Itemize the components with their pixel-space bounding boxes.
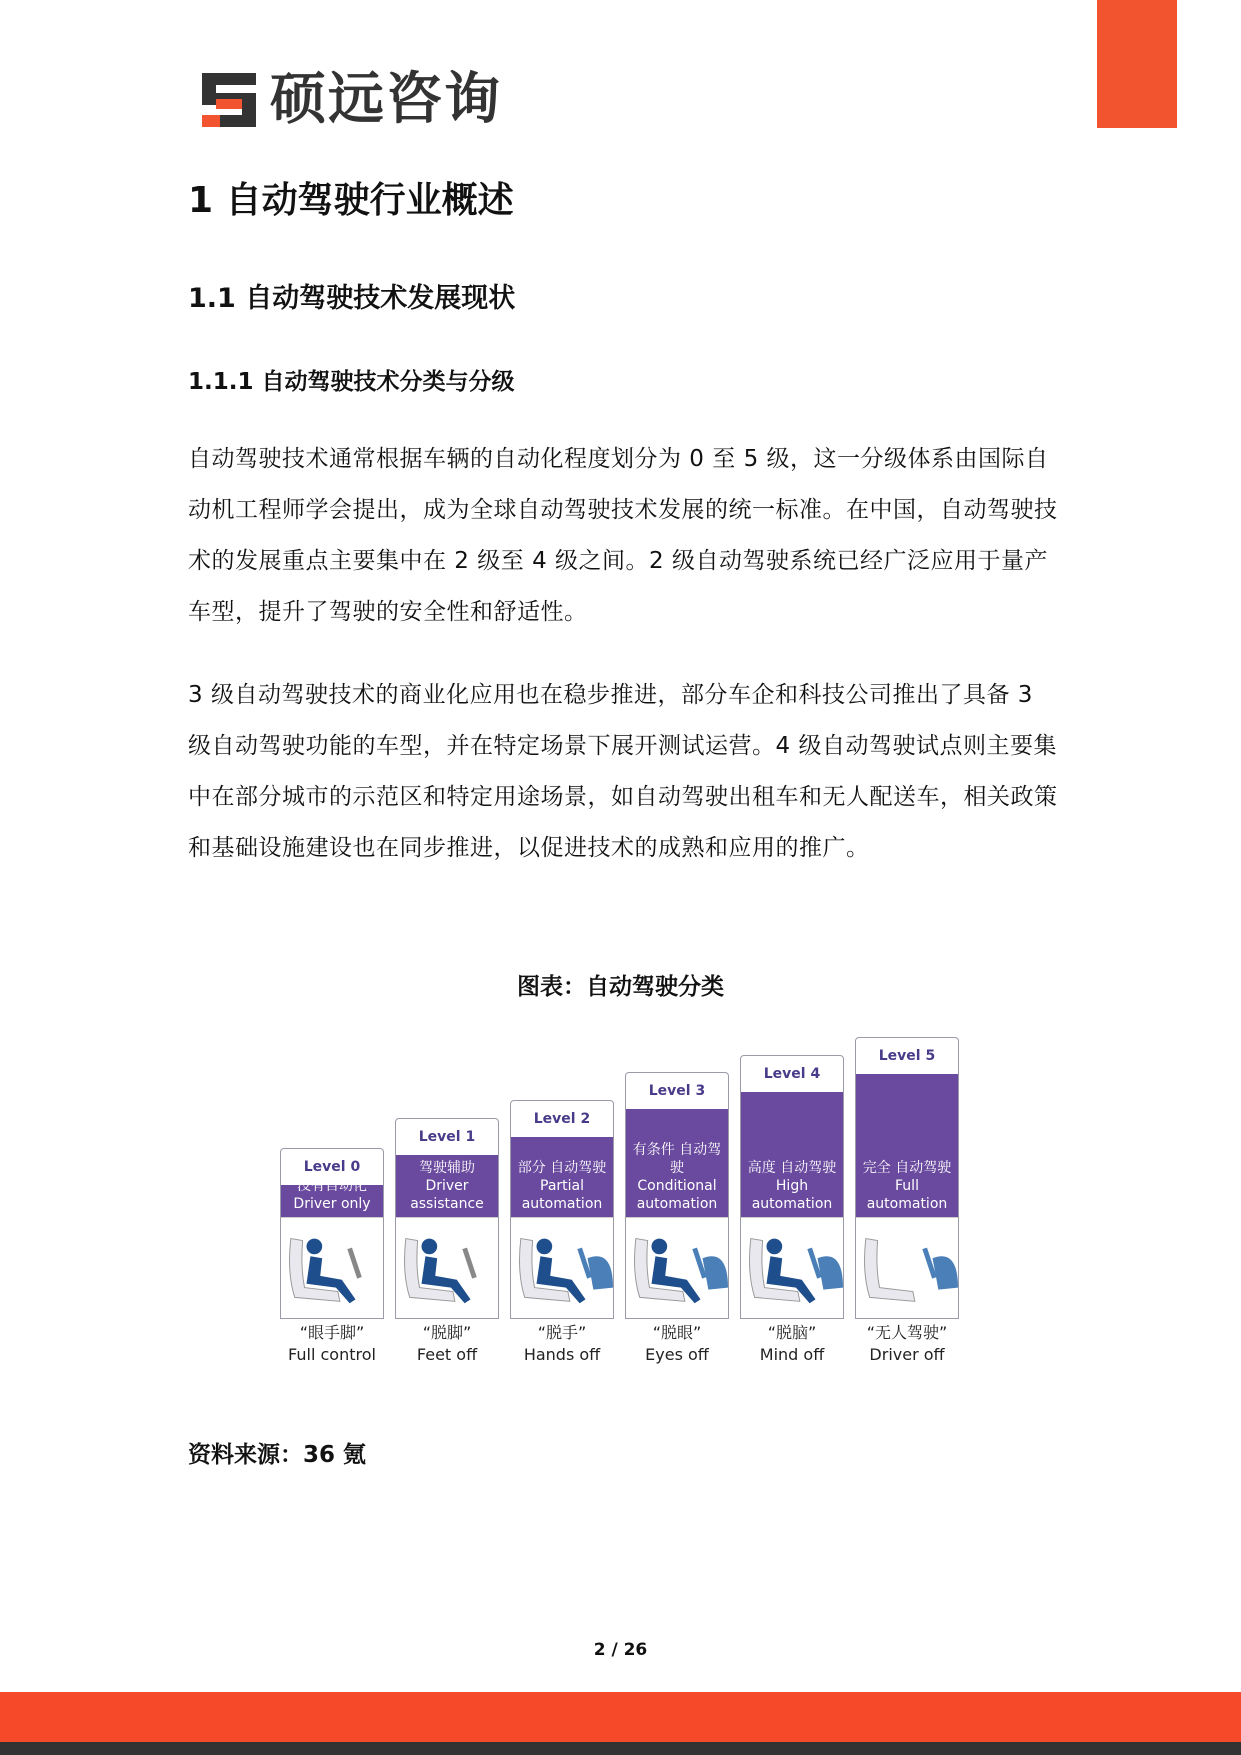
level-description	[396, 1155, 498, 1217]
level-label: Level 2	[533, 1111, 591, 1127]
level-label: Level 4	[763, 1066, 821, 1082]
section-heading: 1 自动驾驶行业概述	[188, 180, 514, 221]
driver-illustration	[396, 1217, 498, 1318]
level-card-1	[395, 1118, 499, 1319]
level-label: Level 5	[878, 1048, 936, 1064]
driver-seat-icon	[741, 1218, 843, 1318]
level-cn-text: 部分 自动驾驶	[517, 1160, 607, 1176]
body-paragraph-2: 3 级自动驾驶技术的商业化应用也在稳步推进，部分车企和科技公司推出了具备 3 级自动驾驶功能的车型，并在特定场景下展开测试运营。4 级自动驾驶试点则主要集中在部分城市的示范区和特定用途场景，如自动驾驶出租车和无人配送车，相关政策和基础设施建设也在同步推进，以促进技术的成熟和应用的推广。	[188, 682, 1058, 861]
level-card-3	[625, 1072, 729, 1319]
level-cn-text: 驾驶辅助	[419, 1160, 475, 1176]
sub-subsection-heading: 1.1.1 自动驾驶技术分类与分级	[188, 369, 515, 395]
level-tag-cn: “脱脚”	[422, 1323, 472, 1342]
page-number: 2 / 26	[593, 1640, 648, 1660]
driver-illustration	[741, 1217, 843, 1318]
level-tag-cn: “眼手脚”	[299, 1323, 365, 1342]
level-caption	[625, 1322, 729, 1366]
level-tag-cn: “脱手”	[537, 1323, 587, 1342]
corner-accent-block	[1097, 0, 1177, 128]
level-label: Level 1	[418, 1129, 476, 1145]
footer-accent-bar	[0, 1692, 1241, 1742]
level-cn-text: 有条件 自动驾驶	[632, 1142, 722, 1176]
level-tag-en: Mind off	[759, 1345, 825, 1364]
level-en-text: Partial automation	[521, 1178, 603, 1212]
level-en-text: High automation	[751, 1178, 833, 1212]
driver-seat-icon	[856, 1218, 958, 1318]
level-caption	[510, 1322, 614, 1366]
body-paragraph-1: 自动驾驶技术通常根据车辆的自动化程度划分为 0 至 5 级，这一分级体系由国际自动机工程师学会提出，成为全球自动驾驶技术发展的统一标准。在中国，自动驾驶技术的发展重点主要集中在 2 级至 4 级之间。2 级自动驾驶系统已经广泛应用于量产车型，提升了驾驶的安全性和舒适性。	[188, 446, 1058, 625]
brand-name: 硕远咨询	[270, 67, 502, 132]
driver-illustration	[511, 1217, 613, 1318]
level-tag-cn: “脱眼”	[652, 1323, 702, 1342]
level-tag-en: Full control	[288, 1345, 376, 1364]
logo-mark-icon	[200, 71, 258, 129]
driver-illustration	[626, 1217, 728, 1318]
subsection-heading: 1.1 自动驾驶技术发展现状	[188, 283, 516, 314]
level-caption	[740, 1322, 844, 1366]
level-card-0	[280, 1148, 384, 1319]
footer-dark-strip	[0, 1742, 1241, 1755]
level-cn-text: 高度 自动驾驶	[747, 1160, 837, 1176]
level-label: Level 3	[648, 1083, 706, 1099]
driver-illustration	[856, 1217, 958, 1318]
level-description	[626, 1109, 728, 1217]
figure-source: 资料来源：36 氪	[188, 1442, 367, 1468]
level-card-4	[740, 1055, 844, 1319]
level-description	[511, 1137, 613, 1217]
driver-seat-icon	[626, 1218, 728, 1318]
brand-logo	[200, 67, 502, 132]
level-tag-en: Feet off	[416, 1345, 478, 1364]
level-label: Level 0	[303, 1159, 361, 1175]
figure-title: 图表：自动驾驶分类	[517, 974, 724, 1000]
autonomy-levels-figure	[280, 1040, 970, 1390]
level-en-text: Driver assistance	[410, 1178, 484, 1212]
level-description	[856, 1074, 958, 1217]
level-caption	[280, 1322, 384, 1366]
level-description	[741, 1092, 843, 1217]
level-tag-cn: “脱脑”	[767, 1323, 817, 1342]
level-en-text: Driver only	[293, 1196, 371, 1212]
driver-seat-icon	[396, 1218, 498, 1318]
level-card-2	[510, 1100, 614, 1319]
level-cn-text: 没有自动化	[297, 1178, 367, 1194]
driver-seat-icon	[281, 1218, 383, 1318]
level-en-text: Conditional automation	[636, 1178, 718, 1212]
level-tag-en: Hands off	[523, 1345, 601, 1364]
driver-illustration	[281, 1217, 383, 1318]
driver-seat-icon	[511, 1218, 613, 1318]
level-caption	[395, 1322, 499, 1366]
level-tag-cn: “无人驾驶”	[866, 1323, 948, 1342]
level-card-5	[855, 1037, 959, 1319]
level-tag-en: Eyes off	[645, 1345, 709, 1364]
level-caption	[855, 1322, 959, 1366]
level-tag-en: Driver off	[869, 1345, 945, 1364]
level-description	[281, 1178, 383, 1217]
level-cn-text: 完全 自动驾驶	[862, 1160, 952, 1176]
level-en-text: Full automation	[866, 1178, 948, 1212]
